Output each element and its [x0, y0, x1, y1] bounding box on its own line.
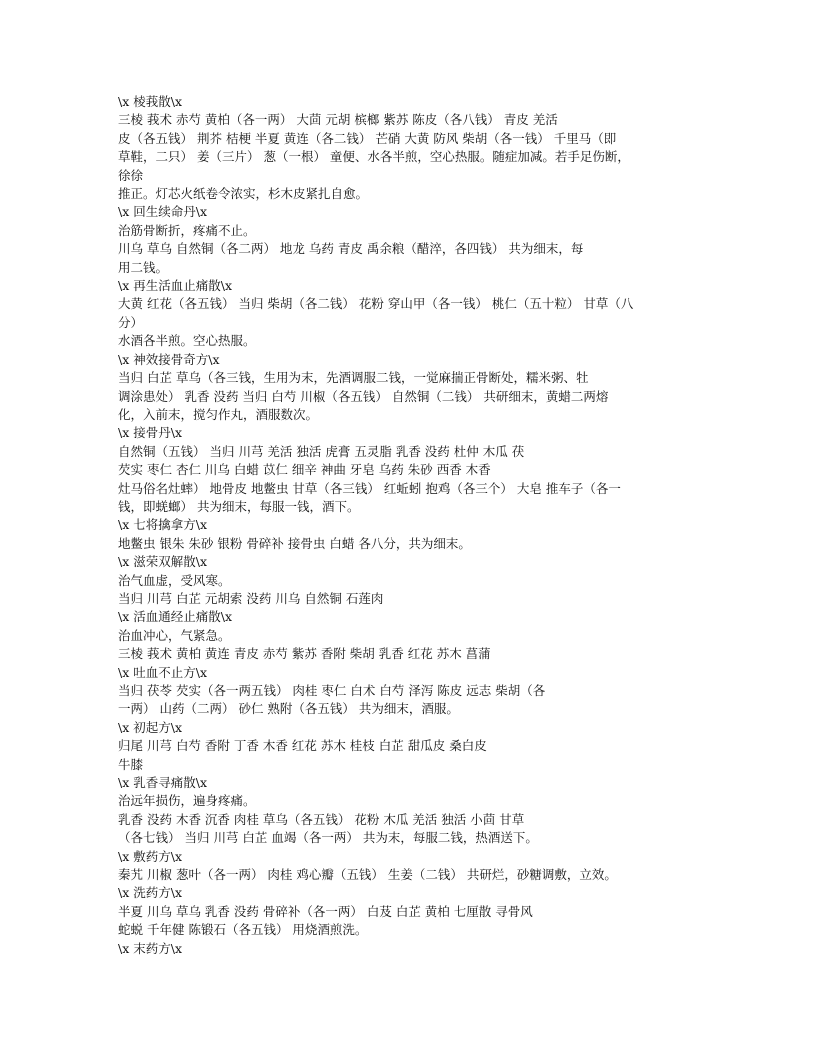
text-line: 分） [118, 314, 144, 330]
text-line: 用二钱。 [118, 259, 169, 275]
text-line: 钱，即蜣螂） 共为细末，每服一钱，酒下。 [118, 498, 360, 514]
text-line: 治血冲心，气紧急。 [118, 627, 231, 643]
text-line: 治筋骨断折，疼痛不止。 [118, 222, 256, 238]
text-line: 三棱 莪术 赤芍 黄柏（各一两） 大茴 元胡 槟榔 紫苏 陈皮（各八钱） 青皮 羌活 [118, 112, 558, 128]
section-heading: \x 接骨丹\x [118, 425, 182, 441]
text-line: 当归 川芎 白芷 元胡索 没药 川乌 自然铜 石莲肉 [118, 590, 384, 606]
section-heading: \x 滋荣双解散\x [118, 554, 207, 570]
text-line: 川乌 草乌 自然铜（各二两） 地龙 乌药 青皮 禹余粮（醋淬，各四钱） 共为细末，每 [118, 241, 584, 257]
text-line: 芡实 枣仁 杏仁 川乌 白蜡 苡仁 细辛 神曲 牙皂 乌药 朱砂 西香 木香 [118, 462, 491, 478]
section-heading: \x 乳香寻痛散\x [118, 775, 207, 791]
text-line: 皮（各五钱） 荆芥 桔梗 半夏 黄连（各二钱） 芒硝 大黄 防风 柴胡（各一钱） 千里马（即 [118, 130, 617, 146]
text-line: 当归 茯苓 芡实（各一两五钱） 肉桂 枣仁 白术 白芍 泽泻 陈皮 远志 柴胡（各 [118, 683, 546, 698]
text-line: 治气血虚，受风寒。 [118, 572, 231, 588]
text-line: 牛膝 [118, 756, 144, 772]
text-line: （各七钱） 当归 川芎 白芷 血竭（各一两） 共为末，每服二钱，热酒送下。 [118, 830, 538, 846]
section-heading: \x 七将擒拿方\x [118, 517, 207, 533]
section-heading: \x 敷药方\x [118, 848, 182, 864]
section-heading: \x 吐血不止方\x [118, 664, 207, 680]
section-heading: \x 回生续命丹\x [118, 204, 207, 220]
text-line: 化，入前末，搅匀作丸，酒服数次。 [118, 406, 319, 422]
text-line: 蛇蜕 千年健 陈锻石（各五钱） 用烧酒煎洗。 [118, 922, 368, 938]
section-heading: \x 再生活血止痛散\x [118, 278, 232, 294]
section-heading: \x 神效接骨奇方\x [118, 351, 220, 367]
text-line: 归尾 川芎 白芍 香附 丁香 木香 红花 苏木 桂枝 白芷 甜瓜皮 桑白皮 [118, 738, 487, 754]
text-line: 半夏 川乌 草乌 乳香 没药 骨碎补（各一两） 白芨 白芷 黄柏 七厘散 寻骨风 [118, 903, 533, 919]
text-line: 徐徐 [118, 167, 144, 183]
text-line: 自然铜（五钱） 当归 川芎 羌活 独活 虎膏 五灵脂 乳香 没药 杜仲 木瓜 茯 [118, 443, 525, 459]
text-line: 灶马俗名灶蟀） 地骨皮 地鳖虫 甘草（各三钱） 红蚯蚓 抱鸡（各三个） 大皂 推车子（各一 [118, 480, 621, 496]
text-line: 三棱 莪术 黄柏 黄连 青皮 赤芍 紫苏 香附 柴胡 乳香 红花 苏木 菖蒲 [118, 646, 491, 662]
text-line: 地鳖虫 银朱 朱砂 银粉 骨碎补 接骨虫 白蜡 各八分，共为细末。 [118, 535, 471, 551]
text-line: 水酒各半煎。空心热服。 [118, 333, 256, 349]
text-line: 调涂患处） 乳香 没药 当归 白芍 川椒（各五钱） 自然铜（二钱） 共研细末，黄蜡二两熔 [118, 388, 609, 404]
section-heading: \x 活血通经止痛散\x [118, 609, 232, 625]
section-heading: \x 初起方\x [118, 719, 182, 735]
section-heading: \x 棱莪散\x [118, 94, 182, 109]
document-page [118, 93, 700, 958]
text-line: 当归 白芷 草乌（各三钱，生用为末，先酒调服二钱，一觉麻揣正骨断处，糯米粥、牡 [118, 370, 589, 386]
text-line: 治远年损伤，遍身疼痛。 [118, 793, 256, 809]
section-heading: \x 洗药方\x [118, 885, 182, 901]
section-heading: \x 末药方\x [118, 940, 182, 956]
text-line: 推正。灯芯火纸卷令浓实，杉木皮紧扎自愈。 [118, 186, 369, 202]
text-line: 大黄 红花（各五钱） 当归 柴胡（各二钱） 花粉 穿山甲（各一钱） 桃仁（五十粒） 甘草（八 [118, 296, 634, 312]
text-line: 一两） 山药（二两） 砂仁 熟附（各五钱） 共为细末，酒服。 [118, 701, 459, 717]
text-line: 秦艽 川椒 葱叶（各一两） 肉桂 鸡心瓣（五钱） 生姜（二钱） 共研烂，砂糖调敷，立效。 [118, 867, 617, 883]
text-line: 草鞋，二只） 姜（三片） 葱（一根） 童便、水各半煎，空心热服。随症加减。若手足伤断， [118, 149, 630, 165]
text-line: 乳香 没药 木香 沉香 肉桂 草乌（各五钱） 花粉 木瓜 羌活 独活 小茴 甘草 [118, 811, 525, 827]
